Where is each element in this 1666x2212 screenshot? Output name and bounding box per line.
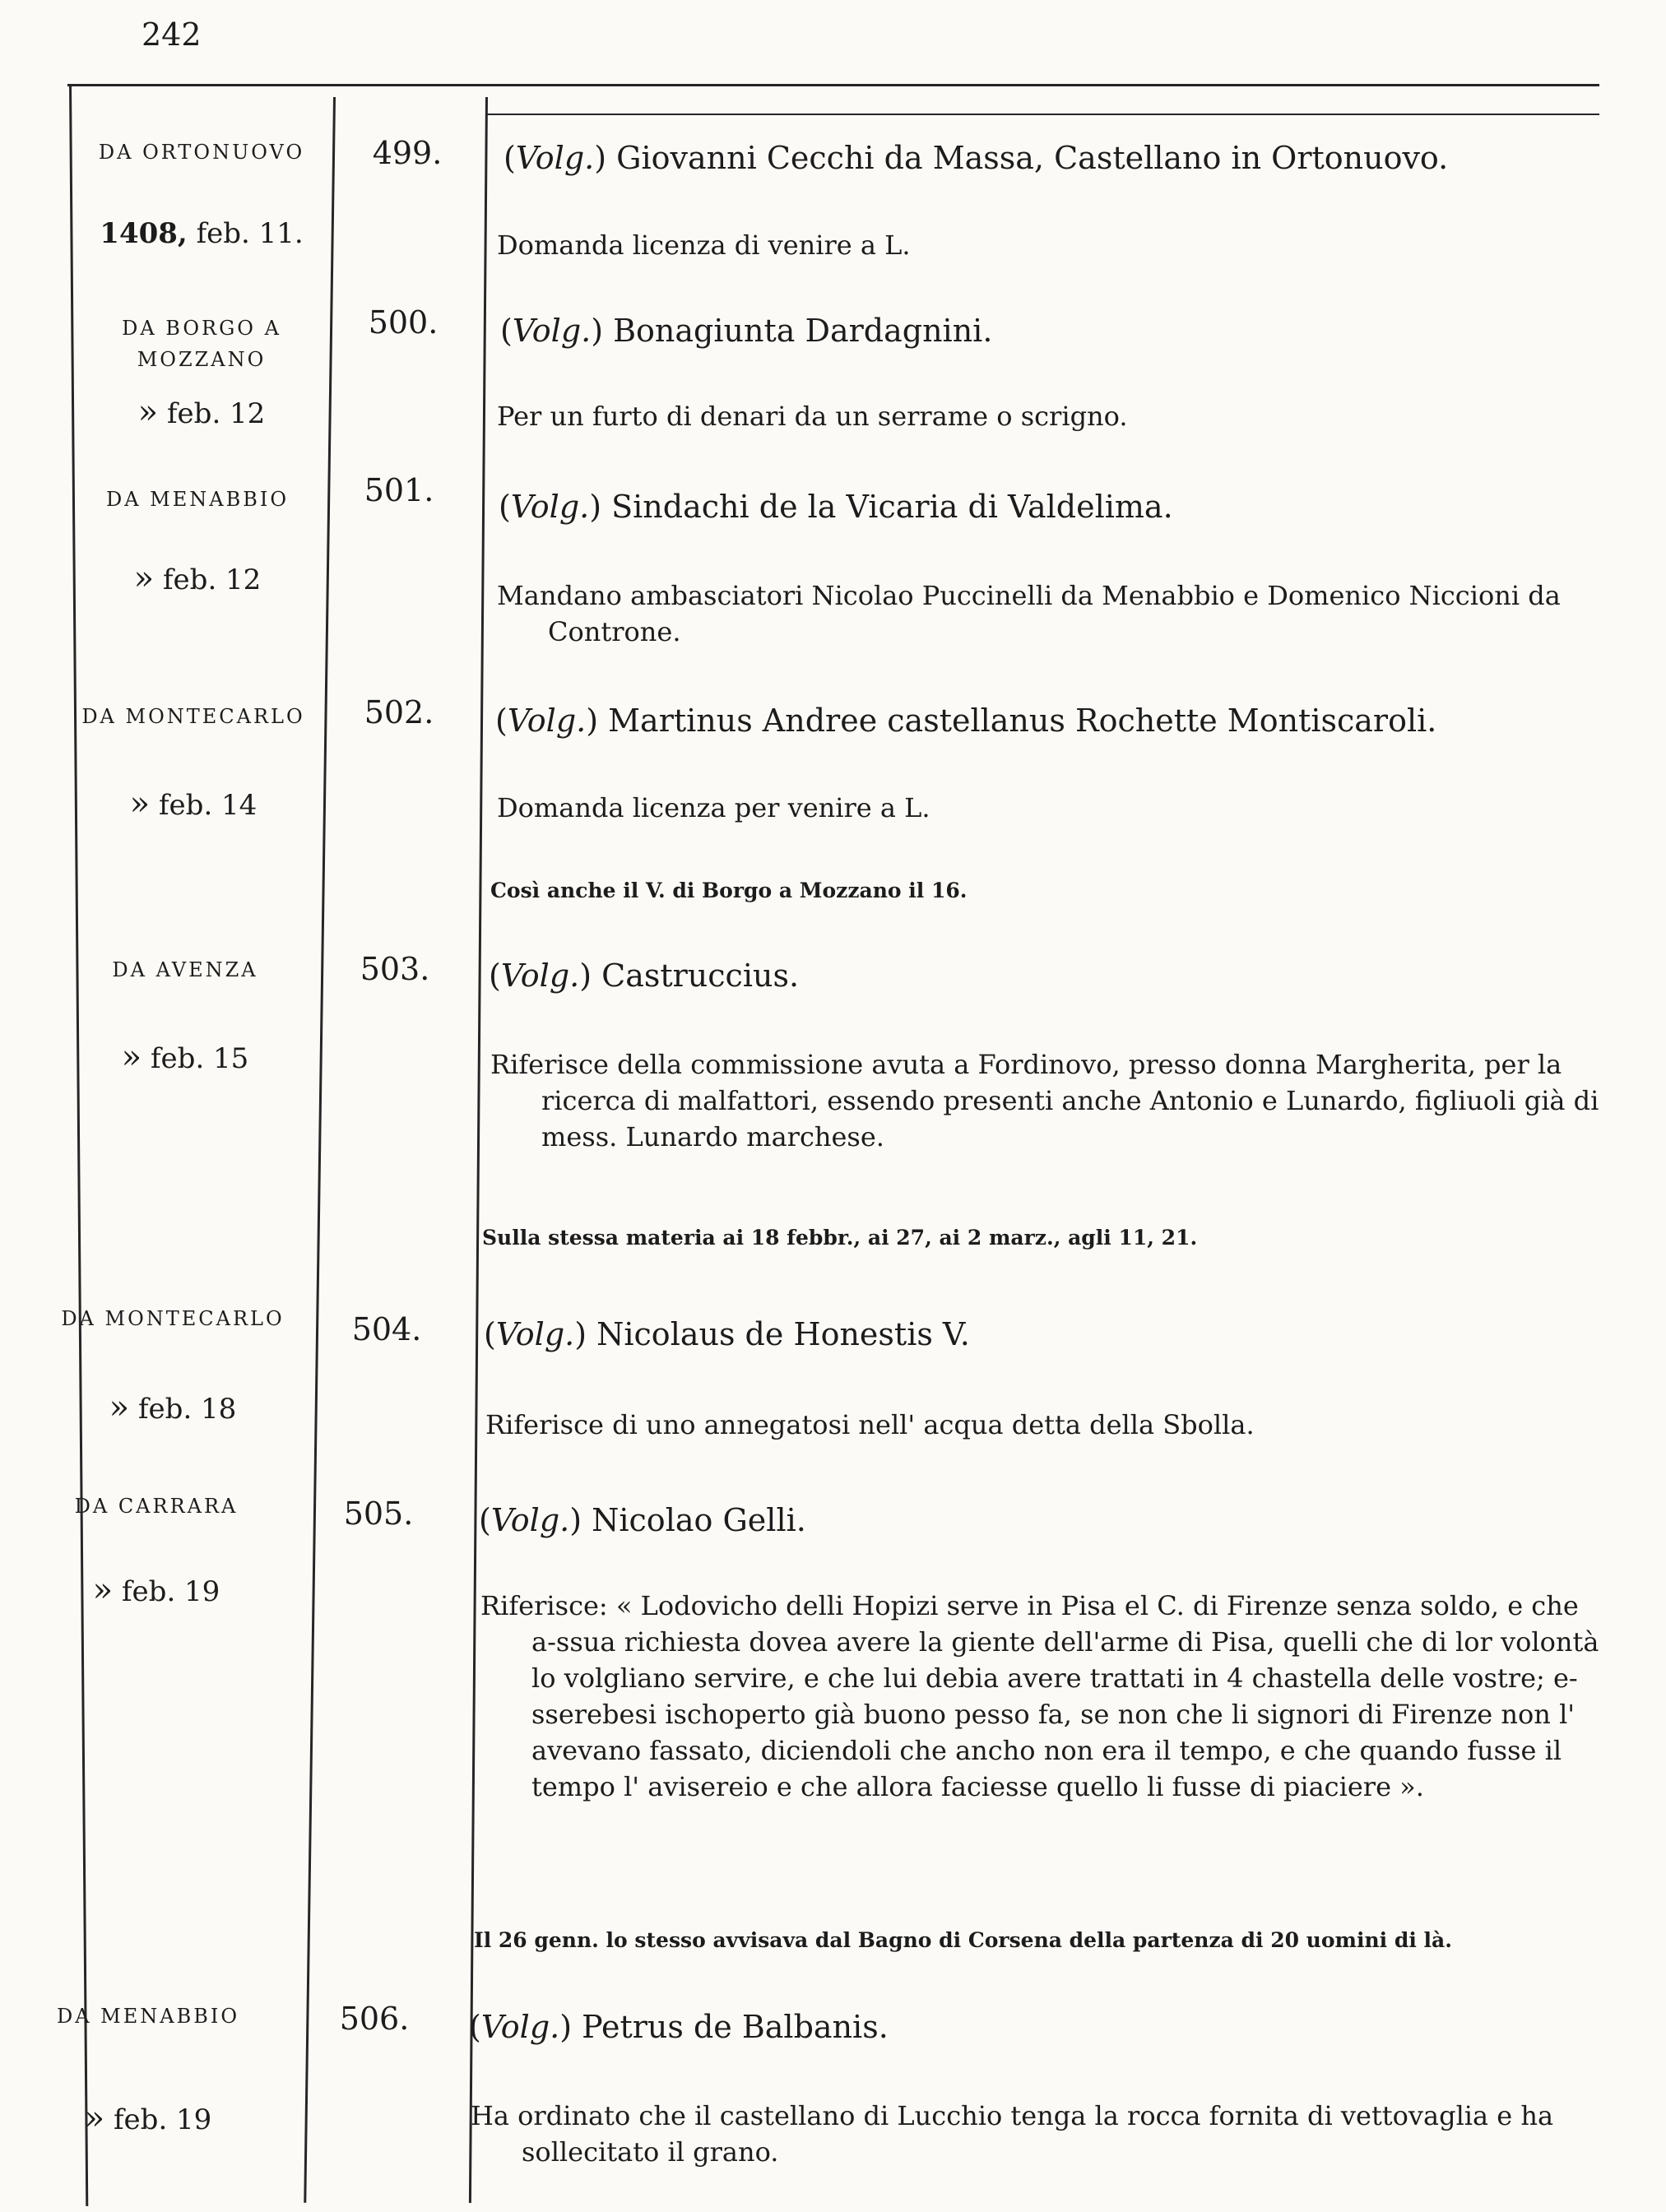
entry-506-date-day: feb. 19 — [113, 2103, 212, 2136]
ditto-mark: » — [129, 785, 151, 823]
entry-503-date-day: feb. 15 — [150, 1042, 249, 1075]
entry-499-title: (Volg.) Giovanni Cecchi da Massa, Castellano in Ortonuovo. — [504, 140, 1449, 176]
entry-501-title-text: Sindachi de la Vicaria di Valdelima. — [611, 489, 1173, 525]
entry-499-date-year: 1408, — [100, 217, 188, 250]
entry-500-location-line1: DA BORGO A — [122, 317, 281, 340]
entry-505-summary: Riferisce: « Lodovicho delli Hopizi serve in Pisa el C. di Firenze senza soldo, e che a-ssua richiesta dovea avere la giente dell'arme di Pisa, quelli che di lor volontà lo volgliano servire, e che lui debia avere trattati in 4 chastella delle vostre; e-sserebesi ischoperto già buono pesso fa, se non che li signori di Firenze non l' avevano fassato, diciendoli che ancho non era il tempo, e che quando fusse il tempo l' avisereio e che allora faciesse quello li fusse di piaciere ». — [480, 1590, 1599, 1802]
entry-500-summary: Per un furto di denari da un serrame o scrigno. — [497, 401, 1128, 432]
entry-503-date — [66, 1038, 304, 1076]
entry-503-location: DA AVENZA — [112, 958, 258, 981]
entry-503-title-text: Castruccius. — [601, 958, 800, 994]
entry-501-date — [78, 559, 317, 597]
entry-501-location: DA MENABBIO — [105, 488, 290, 511]
ditto-mark: » — [121, 1038, 142, 1076]
entry-503-title: (Volg.) Castruccius. — [489, 958, 800, 994]
entry-504-date-day: feb. 18 — [137, 1393, 237, 1426]
entry-502-date — [74, 785, 313, 823]
entry-506-location: DA MENABBIO — [56, 2005, 240, 2028]
entry-502-title: (Volg.) Martinus Andree castellanus Rochette Montiscaroli. — [495, 703, 1437, 739]
entry-500-date — [82, 393, 321, 431]
ditto-mark: » — [109, 1389, 130, 1426]
entry-501-number: 501. — [364, 472, 434, 508]
entry-506-number: 506. — [339, 2001, 410, 2037]
entry-504-title-prefix: Volg. — [495, 1316, 575, 1352]
entry-500-date-day: feb. 12 — [166, 397, 266, 430]
ditto-mark: » — [133, 559, 155, 597]
entry-503-title-prefix: Volg. — [500, 958, 580, 994]
entry-499-date — [82, 217, 321, 250]
entry-505-note: Il 26 genn. lo stesso avvisava dal Bagno di Corsena della partenza di 20 uomini di là. — [474, 1928, 1452, 1952]
top-rule — [67, 84, 1599, 86]
entry-499-summary: Domanda licenza di venire a L. — [497, 230, 911, 261]
entry-502-location: DA MONTECARLO — [81, 705, 305, 728]
entry-504-location: DA MONTECARLO — [61, 1307, 285, 1330]
entry-501-summary: Mandano ambasciatori Nicolao Puccinelli da Menabbio e Domenico Niccioni da Controne. — [497, 580, 1561, 647]
top-rule-right — [485, 114, 1599, 115]
entry-505-date — [37, 1571, 276, 1609]
entry-500-location — [82, 313, 321, 375]
entry-503-number: 503. — [360, 951, 430, 987]
entry-502-note: Così anche il V. di Borgo a Mozzano il 16. — [490, 879, 968, 902]
entry-500-title-prefix: Volg. — [512, 313, 592, 349]
entry-501-title: (Volg.) Sindachi de la Vicaria di Valdelima. — [499, 489, 1173, 525]
entry-501-date-day: feb. 12 — [162, 563, 262, 596]
entry-506-summary: Ha ordinato che il castellano di Lucchio tenga la rocca fornita di vettovaglia e ha sollecitato il grano. — [471, 2100, 1554, 2168]
entry-504-title: (Volg.) Nicolaus de Honestis V. — [484, 1316, 970, 1352]
ditto-mark: » — [92, 1571, 114, 1609]
entry-504-date — [53, 1389, 292, 1426]
entry-503-summary: Riferisce della commissione avuta a Fordinovo, presso donna Margherita, per la ricerca di malfattori, essendo presenti anche Antonio e Lunardo, figliuoli già di mess. Lunardo marchese. — [490, 1049, 1599, 1152]
entry-499-location: DA ORTONUOVO — [98, 141, 305, 164]
entry-500-title: (Volg.) Bonagiunta Dardagnini. — [500, 313, 993, 349]
entry-499-number: 499. — [372, 135, 443, 171]
entry-506-title-text: Petrus de Balbanis. — [582, 2009, 889, 2045]
entry-502-summary: Domanda licenza per venire a L. — [497, 792, 930, 823]
entry-504-title-text: Nicolaus de Honestis V. — [596, 1316, 970, 1352]
entry-499-title-prefix: Volg. — [515, 140, 595, 176]
entry-502-date-day: feb. 14 — [158, 789, 258, 822]
column-divider-right — [469, 97, 488, 2203]
entry-502-number: 502. — [364, 694, 434, 730]
ditto-mark: » — [137, 393, 159, 431]
entry-506-title: (Volg.) Petrus de Balbanis. — [469, 2009, 889, 2045]
entry-505-title-prefix: Volg. — [490, 1502, 570, 1538]
page-number: 242 — [142, 16, 202, 53]
entry-504-number: 504. — [351, 1311, 422, 1347]
entry-504-summary: Riferisce di uno annegatosi nell' acqua detta della Sbolla. — [485, 1409, 1255, 1440]
entry-505-date-day: feb. 19 — [121, 1575, 220, 1608]
entry-505-number: 505. — [343, 1496, 414, 1532]
entry-506-date — [29, 2099, 267, 2137]
entry-499-title-text: Giovanni Cecchi da Massa, Castellano in Ortonuovo. — [616, 140, 1449, 176]
entry-506-title-prefix: Volg. — [480, 2009, 560, 2045]
entry-499-date-day: feb. 11. — [196, 217, 304, 250]
entry-500-location-line2: MOZZANO — [137, 348, 267, 371]
ditto-mark: » — [84, 2099, 105, 2137]
entry-505-title: (Volg.) Nicolao Gelli. — [479, 1502, 806, 1538]
entry-500-number: 500. — [368, 304, 439, 341]
entry-501-title-prefix: Volg. — [510, 489, 590, 525]
entry-502-title-prefix: Volg. — [507, 703, 587, 739]
entry-505-title-text: Nicolao Gelli. — [592, 1502, 806, 1538]
entry-503-note: Sulla stessa materia ai 18 febbr., ai 27, ai 2 marz., agli 11, 21. — [482, 1226, 1198, 1250]
entry-500-title-text: Bonagiunta Dardagnini. — [613, 313, 993, 349]
entry-505-location: DA CARRARA — [74, 1495, 239, 1518]
entry-502-title-text: Martinus Andree castellanus Rochette Montiscaroli. — [608, 703, 1437, 739]
